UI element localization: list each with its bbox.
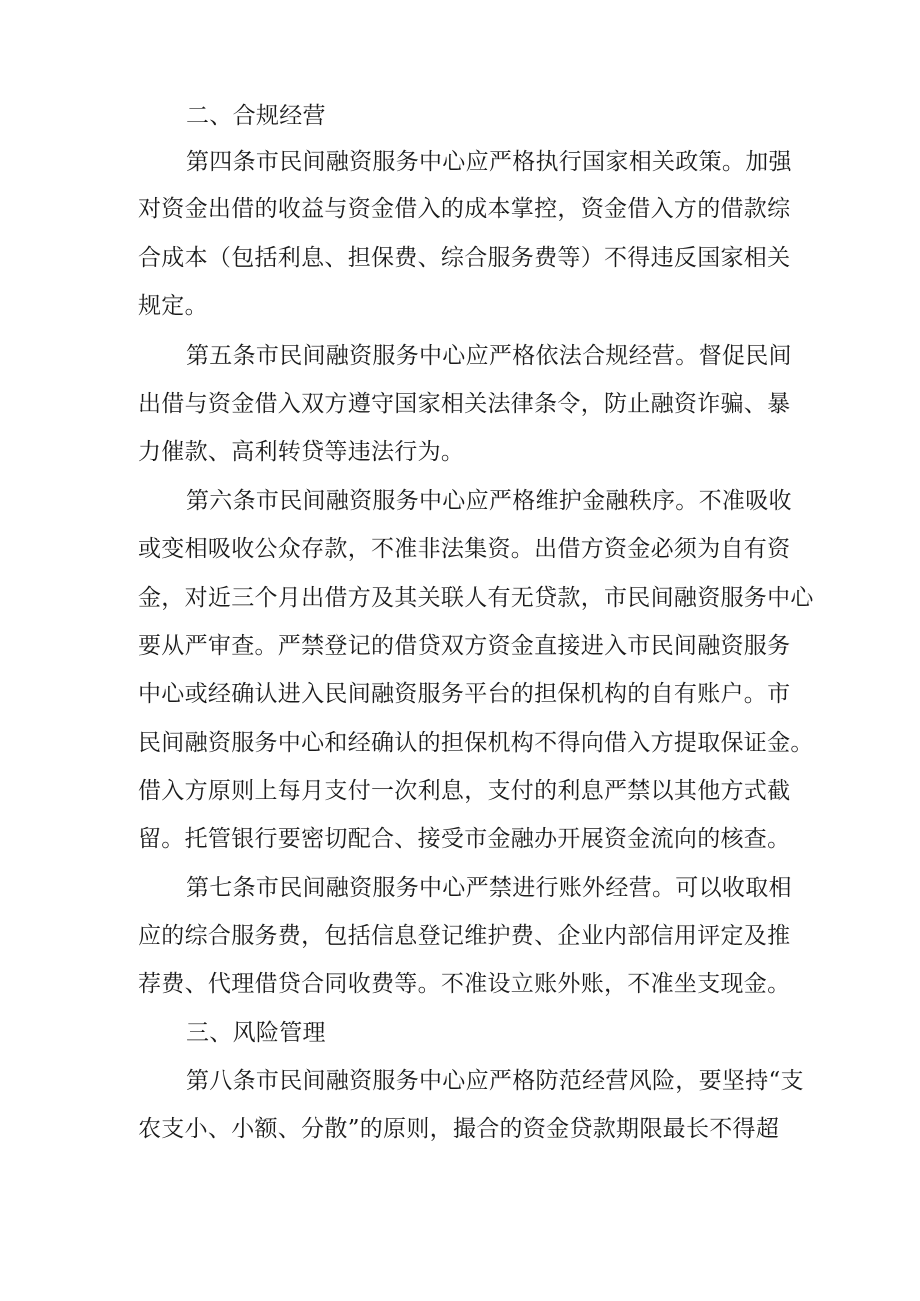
article-8-line-1: 第八条市民间融资服务中心应严格防范经营风险，要坚持“支: [186, 1068, 804, 1094]
article-6-line-2: 或变相吸收公众存款，不准非法集资。出借方资金必须为自有资: [138, 536, 791, 562]
article-6-line-4: 要从严审查。严禁登记的借贷双方资金直接进入市民间融资服务: [138, 633, 791, 659]
section-heading-risk-management: 三、风险管理: [186, 1020, 326, 1046]
article-6-line-3: 金，对近三个月出借方及其关联人有无贷款，市民间融资服务中心: [138, 585, 814, 611]
article-5-line-1: 第五条市民间融资服务中心应严格依法合规经营。督促民间: [186, 343, 792, 369]
article-4-line-3: 合成本（包括利息、担保费、综合服务费等）不得违反国家相关: [138, 245, 791, 271]
article-6-line-5: 中心或经确认进入民间融资服务平台的担保机构的自有账户。市: [138, 681, 791, 707]
article-6-line-8: 留。托管银行要密切配合、接受市金融办开展资金流向的核查。: [138, 826, 791, 852]
section-heading-compliance: 二、合规经营: [186, 103, 326, 129]
article-7-line-3: 荐费、代理借贷合同收费等。不准设立账外账，不准坐支现金。: [138, 971, 791, 997]
article-6-line-6: 民间融资服务中心和经确认的担保机构不得向借入方提取保证金。: [138, 730, 814, 756]
article-4-line-4: 规定。: [138, 293, 208, 319]
article-5-line-2: 出借与资金借入双方遵守国家相关法律条令，防止融资诈骗、暴: [138, 391, 791, 417]
article-4-line-1: 第四条市民间融资服务中心应严格执行国家相关政策。加强: [186, 149, 792, 175]
article-7-line-2: 应的综合服务费，包括信息登记维护费、企业内部信用评定及推: [138, 923, 791, 949]
article-7-line-1: 第七条市民间融资服务中心严禁进行账外经营。可以收取相: [186, 875, 792, 901]
article-5-line-3: 力催款、高利转贷等违法行为。: [138, 439, 465, 465]
article-6-line-7: 借入方原则上每月支付一次利息，支付的利息严禁以其他方式截: [138, 778, 791, 804]
article-8-line-2: 农支小、小额、分散”的原则，撮合的资金贷款期限最长不得超: [138, 1116, 780, 1142]
article-4-line-2: 对资金出借的收益与资金借入的成本掌控，资金借入方的借款综: [138, 196, 791, 222]
article-6-line-1: 第六条市民间融资服务中心应严格维护金融秩序。不准吸收: [186, 488, 792, 514]
